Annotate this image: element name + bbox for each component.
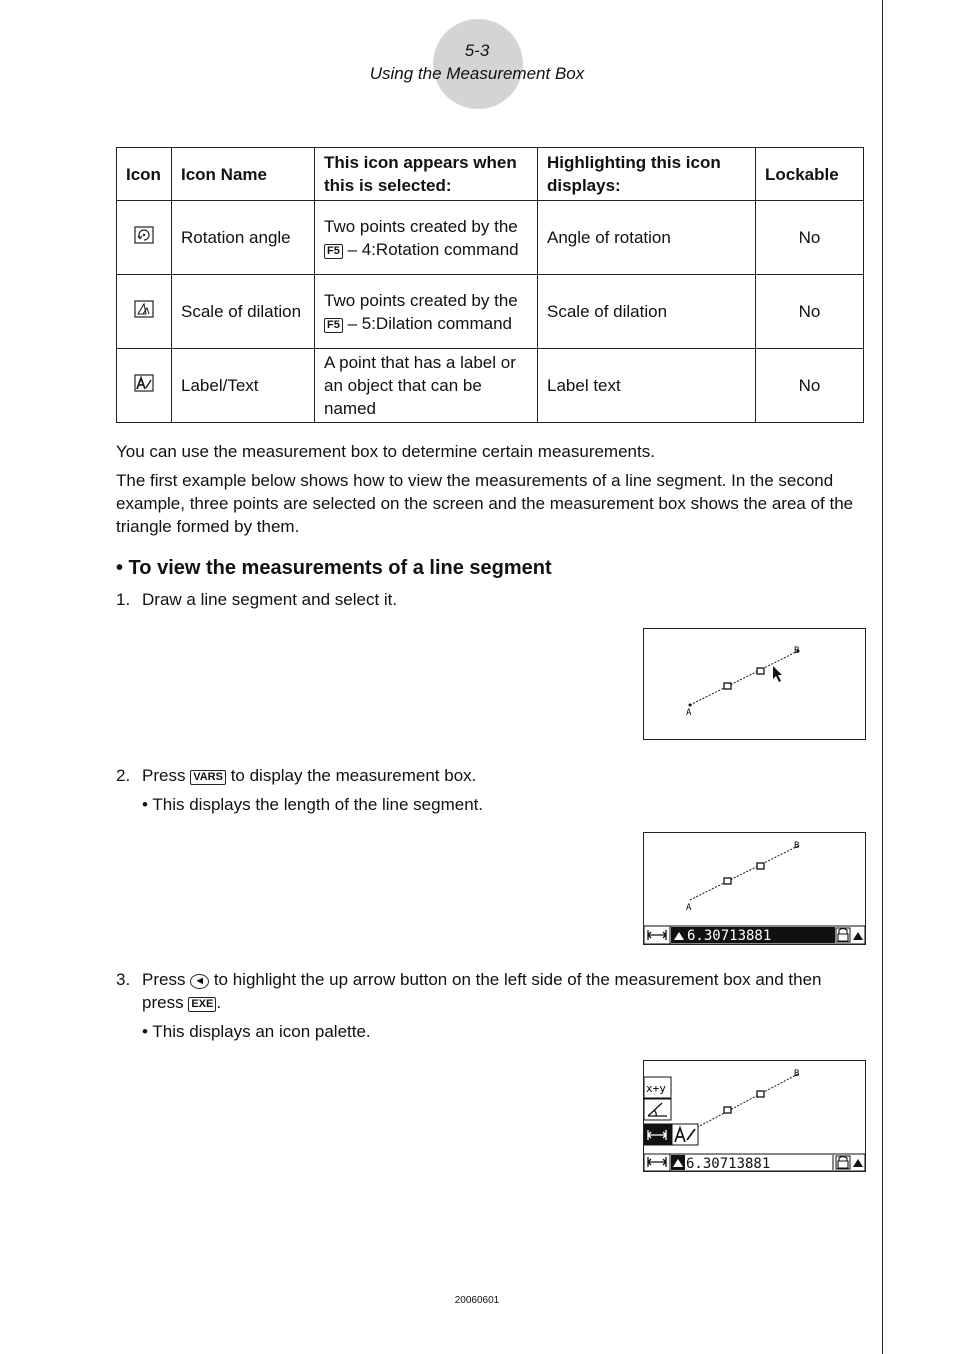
page-number: 5-3 [464,41,490,60]
table-row [117,349,864,423]
table-cell-icon [117,275,172,349]
intro-paragraph-2: The first example below shows how to view the measurements of a line segment. In the second example, three points are selected on the screen and the measurement box shows the area of the triangle formed by them. [116,471,854,536]
table-cell-displays: Scale of dilation [538,275,756,349]
calculator-screen-2 [643,832,866,945]
intro-paragraph-1: You can use the measurement box to determine certain measurements. [116,442,655,461]
cursor-arrow-icon [773,666,782,682]
selected-text-pre: Two points created by the [324,290,518,310]
palette-expression-label: x+y [646,1082,666,1095]
f5-key-icon: F5 [324,318,343,333]
step-text-pre: Press [142,970,186,989]
header-selected: This icon appears when this is selected: [315,148,538,201]
step-text-mid: to highlight the up arrow button on the left side of the measurement box and then press [142,970,822,1012]
table-cell-name: Label/Text [172,349,315,423]
screen-3-graphic [644,1061,865,1171]
selected-text-post: – 4:Rotation command [347,239,519,259]
measurement-value: 6.30713881 [686,1156,771,1171]
header-lockable: Lockable [756,148,864,201]
calculator-screen-1 [643,628,866,740]
selection-handle [724,683,731,689]
table-header-row [117,148,864,201]
table-cell-displays: Angle of rotation [538,201,756,275]
step-3-note: • This displays an icon palette. [142,1022,371,1041]
screen-2-graphic [644,833,865,944]
table-cell-icon [117,201,172,275]
point-label-b: B [794,841,800,851]
table-cell-selected [315,201,538,275]
section-title: Using the Measurement Box [369,64,585,83]
step-number: 1. [116,590,131,609]
selection-handle [724,1107,731,1113]
selected-text-pre: Two points created by the [324,216,518,236]
step-number: 2. [116,766,131,785]
step-text [142,968,852,1014]
step-text-pre: Press [142,766,186,785]
step-2-note: • This displays the length of the line segment. [142,795,484,814]
measurement-value: 6.30713881 [687,928,772,944]
left-arrow-key-icon: ◄ [190,974,209,989]
selection-handle [757,668,764,674]
selected-text-post: – 5:Dilation command [347,313,512,333]
exe-key-icon: EXE [188,997,216,1012]
point-label-b: B [794,1069,800,1079]
table-cell-icon [117,349,172,423]
selection-handle [757,863,764,869]
step-text [142,764,852,787]
screen-1-graphic [644,629,865,739]
table-cell-selected [315,275,538,349]
palette-angle-button[interactable] [644,1099,671,1120]
table-cell-displays: Label text [538,349,756,423]
calculator-screen-3 [643,1060,866,1172]
table-cell-name: Rotation angle [172,201,315,275]
header-displays: Highlighting this icon displays: [538,148,756,201]
right-margin-rule [882,0,883,1354]
step-text: Draw a line segment and select it. [142,590,398,609]
point-label-a: A [686,708,692,718]
footer-code: 20060601 [454,1295,500,1306]
point-label-b: B [794,646,800,656]
icon-table [116,147,864,423]
f5-key-icon: F5 [324,244,343,259]
step-number: 3. [116,970,131,989]
procedure-heading: • To view the measurements of a line segment [116,557,552,579]
table-cell-lockable: No [756,201,864,275]
table-cell-lockable: No [756,349,864,423]
step-text-post: . [216,993,222,1012]
table-cell-selected: A point that has a label or an object that can be named [315,349,538,423]
table-cell-name: Scale of dilation [172,275,315,349]
header-icon: Icon [117,148,172,201]
selection-handle [724,878,731,884]
selection-handle [757,1091,764,1097]
rotation-angle-icon [134,226,154,244]
table-row [117,275,864,349]
label-text-icon [134,374,154,392]
point-label-a: A [686,903,692,913]
vars-key-icon: VARS [190,770,226,785]
header-icon-name: Icon Name [172,148,315,201]
scale-of-dilation-icon [134,300,154,318]
table-cell-lockable: No [756,275,864,349]
step-text-post: to display the measurement box. [230,766,477,785]
table-row [117,201,864,275]
